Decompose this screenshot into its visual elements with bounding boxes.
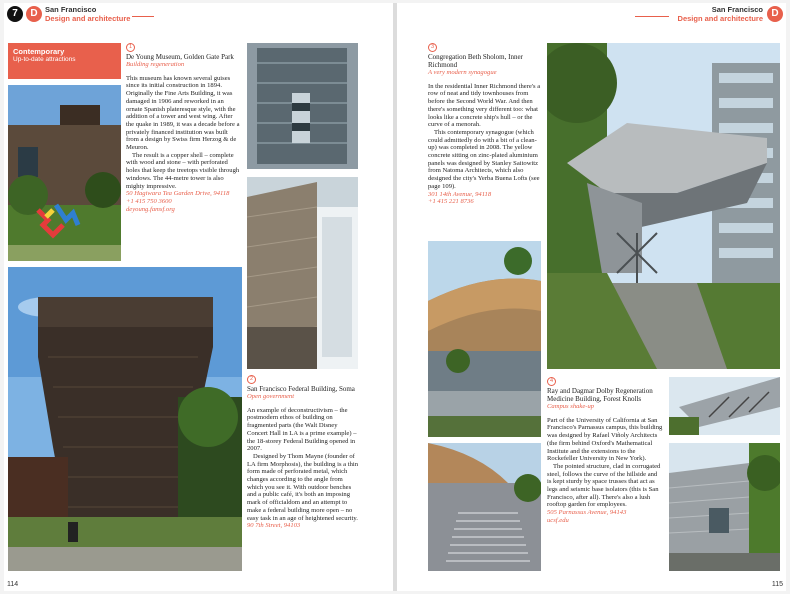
photo-de-young-exterior bbox=[8, 85, 121, 261]
entry-subtitle: Building regeneration bbox=[126, 61, 185, 68]
section-letter-badge-left: D bbox=[26, 6, 42, 22]
header-rule-left bbox=[132, 16, 154, 17]
entry-title: De Young Museum, Golden Gate Park bbox=[126, 53, 234, 61]
photo-campus-stairs bbox=[428, 443, 541, 571]
entry-subtitle: Open government bbox=[247, 393, 295, 400]
category-tag-title: Contemporary bbox=[13, 47, 65, 56]
photo-de-young-tower bbox=[8, 267, 242, 571]
left-page bbox=[4, 3, 393, 591]
photo-dolby-building bbox=[547, 43, 780, 369]
entry-paragraph: The pointed structure, clad in corrugated steel, follows the curve of the hillside and is kept sturdy by space trusses that act as legs and seismic base isolators (this is San Francisco, after all). There's also a lush rooftop garden for employees. bbox=[547, 462, 661, 509]
entry-title: Ray and Dagmar Dolby Regeneration Medicine Building, Forest Knolls bbox=[547, 387, 653, 403]
entry-paragraph: Designed by Thom Mayne (founder of LA firm Morphosis), the building is a thin form made of perforated metal, which changes according to the angle from which you see it. With outdoor benches and a public café, it's both an imposing mark of officialdom and an attempt to make a federal building more open – no easy task in an age of heightened security. bbox=[247, 452, 358, 522]
entry-paragraph: Part of the University of California at San Francisco's Parnassus campus, this building was designed by Rafael Viñoly Architects (the firm behind Oxford's Mathematical Institute and the extensions to the Rockefeller University in New York). bbox=[547, 416, 663, 463]
entry-website: deyoung.famsf.org bbox=[126, 205, 175, 213]
entry-paragraph: The result is a copper shell – complete with wood and stone – with perforated holes that keep the treetops visible through windows. The 44-metre tower is also mighty impressive. bbox=[126, 151, 240, 190]
entry-paragraph: An example of deconstructivism – the postmodern ethos of building on fragmented parts (the Walt Disney Concert Hall in LA is a prime example) – the 18-storey Federal Building opened in 2007. bbox=[247, 406, 357, 453]
entry-number: 4 bbox=[547, 377, 556, 386]
entry-address: 90 7th Street, 94103 bbox=[247, 522, 301, 530]
entry-title: Congregation Beth Sholom, Inner Richmond bbox=[428, 53, 523, 69]
category-tag-subtitle: Up-to-date attractions bbox=[13, 56, 76, 63]
photo-synagogue bbox=[428, 241, 541, 437]
entry-number: 1 bbox=[126, 43, 135, 52]
entry-number: 2 bbox=[247, 375, 256, 384]
photo-dolby-truss bbox=[669, 377, 780, 435]
entry-website: ucsf.edu bbox=[547, 516, 569, 524]
running-header-right bbox=[678, 6, 763, 23]
entry-3 bbox=[428, 43, 541, 206]
entry-number: 3 bbox=[428, 43, 437, 52]
entry-paragraph: In the residential Inner Richmond there's a row of neat and tidy townhouses from before the Second World War. And then there's something very different too: what looks like a concrete ship's hull – or the curve of a menorah. bbox=[428, 82, 541, 129]
entry-paragraph: This museum has known several guises since its initial construction in 1894. Originally the Fine Arts Building, it was damaged in 1906 and reworked in an ornate Spanish plateresque style, with the addition of a tower and west wing. After the quake in 1989, it was a decade before a privately financed institution was built from a design by Swiss firm Herzog & de Meuron. bbox=[126, 74, 240, 152]
entry-phone: +1 415 750 3600 bbox=[126, 197, 172, 205]
photo-federal-building-upper bbox=[247, 43, 358, 169]
section-letter-badge: D bbox=[767, 6, 783, 22]
right-page bbox=[397, 3, 786, 591]
header-city: San Francisco bbox=[45, 5, 97, 14]
entry-phone: +1 415 221 8736 bbox=[428, 198, 474, 206]
entry-address: 50 Hagiwara Tea Garden Drive, 94118 bbox=[126, 190, 230, 198]
running-header-left bbox=[45, 6, 130, 23]
entry-1 bbox=[126, 43, 241, 213]
entry-address: 505 Parnassus Avenue, 94143 bbox=[547, 509, 627, 517]
entry-2 bbox=[247, 375, 360, 530]
entry-address: 301 14th Avenue, 94118 bbox=[428, 190, 492, 198]
entry-title: San Francisco Federal Building, Soma bbox=[247, 385, 355, 393]
header-section: Design and architecture bbox=[677, 13, 763, 23]
entry-subtitle: Campus shake-up bbox=[547, 403, 595, 410]
entry-subtitle: A very modern synagogue bbox=[428, 69, 497, 76]
page-number-left: 114 bbox=[7, 581, 19, 588]
header-city: San Francisco bbox=[711, 5, 763, 14]
category-tag bbox=[8, 43, 121, 79]
entry-paragraph: This contemporary synagogue (which could admittedly do with a bit of a clean-up) was completed in 2008. The yellow concrete sitting on zinc-plated aluminium panels was designed by Stanley Saitowitz from Natoma Architects, which also designed the city's Yerba Buena Lofts (see page 109). bbox=[428, 128, 540, 190]
entry-4 bbox=[547, 377, 663, 525]
header-section: Design and architecture bbox=[45, 13, 131, 23]
photo-dolby-side bbox=[669, 443, 780, 571]
page-number-right: 115 bbox=[771, 581, 783, 588]
photo-federal-building-tall bbox=[247, 177, 358, 369]
chapter-number-badge: 7 bbox=[7, 6, 23, 22]
header-rule-right bbox=[635, 16, 669, 17]
